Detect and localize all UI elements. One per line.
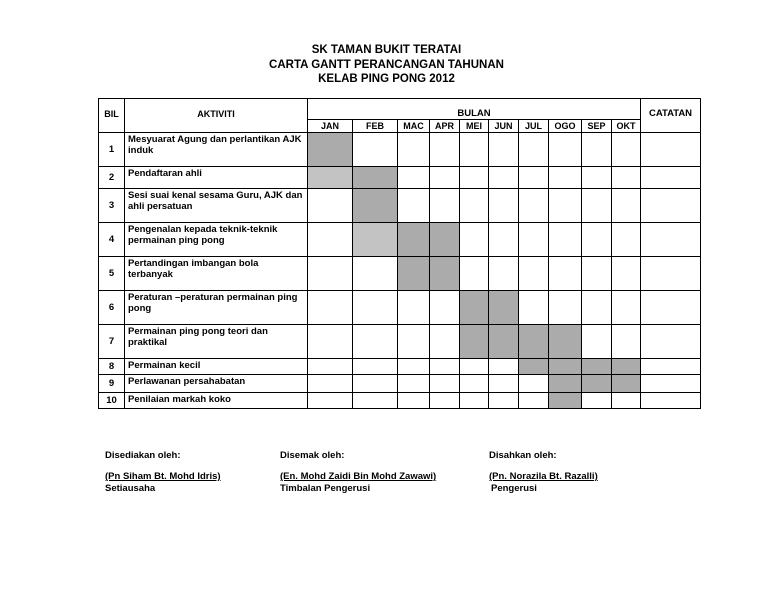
gantt-cell-mac-shaded — [398, 257, 430, 291]
row-number: 7 — [99, 325, 125, 359]
gantt-cell-jun-shaded — [489, 291, 519, 325]
signature-role: Timbalan Pengerusi — [280, 483, 371, 494]
catatan-cell — [641, 359, 701, 375]
signature-approved — [489, 450, 598, 495]
gantt-cell-jul — [519, 291, 549, 325]
gantt-cell-mac-shaded — [398, 223, 430, 257]
gantt-cell-apr — [430, 393, 460, 409]
catatan-cell — [641, 189, 701, 223]
gantt-cell-jun — [489, 167, 519, 189]
gantt-cell-okt-shaded — [612, 359, 641, 375]
signature-name: (Pn Siham Bt. Mohd Idris) — [105, 471, 221, 482]
signature-reviewed — [280, 450, 436, 495]
gantt-cell-jul — [519, 167, 549, 189]
gantt-cell-mei — [460, 375, 489, 393]
signature-name: (Pn. Norazila Bt. Razalli) — [489, 471, 598, 482]
row-number: 3 — [99, 189, 125, 223]
gantt-cell-ogo — [549, 167, 582, 189]
gantt-cell-okt — [612, 223, 641, 257]
gantt-cell-ogo — [549, 257, 582, 291]
gantt-cell-mac — [398, 375, 430, 393]
activity-name: Peraturan –peraturan permainan ping pong — [125, 291, 308, 325]
gantt-cell-sep — [582, 189, 612, 223]
gantt-cell-mei-shaded — [460, 325, 489, 359]
gantt-cell-jul — [519, 375, 549, 393]
gantt-cell-sep — [582, 257, 612, 291]
gantt-cell-jan — [308, 189, 353, 223]
gantt-cell-jun — [489, 133, 519, 167]
gantt-cell-feb — [353, 375, 398, 393]
gantt-cell-ogo-shaded — [549, 325, 582, 359]
row-number: 5 — [99, 257, 125, 291]
row-number: 2 — [99, 167, 125, 189]
gantt-cell-sep — [582, 167, 612, 189]
gantt-cell-mac — [398, 325, 430, 359]
activity-name: Penilaian markah koko — [125, 393, 308, 409]
header-row — [99, 99, 701, 120]
gantt-cell-jan-shaded — [308, 133, 353, 167]
gantt-cell-sep — [582, 291, 612, 325]
gantt-cell-mac — [398, 359, 430, 375]
gantt-cell-sep — [582, 393, 612, 409]
gantt-cell-apr — [430, 359, 460, 375]
gantt-cell-jul-shaded — [519, 359, 549, 375]
month-header-ogo: OGO — [549, 120, 582, 133]
row-number: 4 — [99, 223, 125, 257]
signature-label: Disediakan oleh: — [105, 450, 181, 461]
gantt-cell-feb — [353, 359, 398, 375]
gantt-cell-mac — [398, 189, 430, 223]
gantt-cell-jul — [519, 393, 549, 409]
gantt-cell-jul — [519, 133, 549, 167]
gantt-cell-apr — [430, 291, 460, 325]
document-header — [0, 43, 768, 87]
club-name: KELAB PING PONG 2012 — [318, 73, 455, 85]
gantt-cell-okt — [612, 133, 641, 167]
gantt-cell-okt — [612, 325, 641, 359]
gantt-cell-jun — [489, 257, 519, 291]
gantt-cell-mei — [460, 167, 489, 189]
gantt-cell-jun-shaded — [489, 325, 519, 359]
gantt-cell-jan — [308, 393, 353, 409]
gantt-cell-jan — [308, 375, 353, 393]
school-name: SK TAMAN BUKIT TERATAI — [311, 44, 462, 56]
catatan-cell — [641, 375, 701, 393]
catatan-cell — [641, 167, 701, 189]
gantt-cell-apr — [430, 189, 460, 223]
gantt-cell-ogo-shaded — [549, 359, 582, 375]
chart-title: CARTA GANTT PERANCANGAN TAHUNAN — [269, 58, 504, 71]
gantt-cell-jan — [308, 257, 353, 291]
row-number: 10 — [99, 393, 125, 409]
row-number: 9 — [99, 375, 125, 393]
catatan-cell — [641, 291, 701, 325]
gantt-cell-jan — [308, 223, 353, 257]
table-row — [99, 393, 701, 409]
gantt-cell-jul — [519, 257, 549, 291]
month-header-apr: APR — [430, 120, 460, 133]
gantt-cell-mei — [460, 133, 489, 167]
gantt-cell-okt — [612, 167, 641, 189]
catatan-cell — [641, 257, 701, 291]
gantt-table — [98, 98, 701, 409]
activity-name: Perlawanan persahabatan — [125, 375, 308, 393]
table-row — [99, 257, 701, 291]
gantt-cell-jun — [489, 393, 519, 409]
activity-name: Pertandingan imbangan bola terbanyak — [125, 257, 308, 291]
month-header-jun: JUN — [489, 120, 519, 133]
aktiviti-header: AKTIVITI — [125, 99, 308, 133]
activity-name: Sesi suai kenal sesama Guru, AJK dan ahli persatuan — [125, 189, 308, 223]
gantt-cell-apr-shaded — [430, 257, 460, 291]
row-number: 8 — [99, 359, 125, 375]
gantt-cell-jan — [308, 325, 353, 359]
month-header-jan: JAN — [308, 120, 353, 133]
gantt-cell-feb — [353, 393, 398, 409]
gantt-cell-feb — [353, 133, 398, 167]
activity-name: Mesyuarat Agung dan perlantikan AJK induk — [125, 133, 308, 167]
gantt-cell-ogo-shaded — [549, 375, 582, 393]
gantt-cell-mac — [398, 167, 430, 189]
gantt-cell-sep — [582, 133, 612, 167]
gantt-cell-apr — [430, 375, 460, 393]
gantt-cell-jul — [519, 189, 549, 223]
gantt-cell-okt — [612, 257, 641, 291]
activity-name: Pendaftaran ahli — [125, 167, 308, 189]
gantt-cell-feb — [353, 291, 398, 325]
gantt-cell-sep-shaded — [582, 375, 612, 393]
row-number: 6 — [99, 291, 125, 325]
table-row — [99, 375, 701, 393]
gantt-cell-mei — [460, 393, 489, 409]
row-number: 1 — [99, 133, 125, 167]
activity-name: Pengenalan kepada teknik-teknik permainan ping pong — [125, 223, 308, 257]
gantt-cell-feb-shaded — [353, 189, 398, 223]
gantt-cell-sep — [582, 223, 612, 257]
bil-header: BIL — [99, 99, 125, 133]
catatan-cell — [641, 223, 701, 257]
catatan-header: CATATAN — [641, 99, 701, 133]
gantt-cell-jan — [308, 291, 353, 325]
gantt-cell-apr — [430, 167, 460, 189]
gantt-cell-jun — [489, 375, 519, 393]
gantt-cell-okt-shaded — [612, 375, 641, 393]
gantt-cell-mei-shaded — [460, 291, 489, 325]
catatan-cell — [641, 325, 701, 359]
gantt-cell-mac — [398, 291, 430, 325]
signature-role: Setiausaha — [105, 483, 156, 494]
gantt-cell-ogo-shaded — [549, 393, 582, 409]
month-header-jul: JUL — [519, 120, 549, 133]
month-header-feb: FEB — [353, 120, 398, 133]
gantt-cell-jul-shaded — [519, 325, 549, 359]
gantt-cell-jun — [489, 223, 519, 257]
gantt-cell-jun — [489, 189, 519, 223]
table-row — [99, 325, 701, 359]
gantt-cell-okt — [612, 189, 641, 223]
gantt-cell-mei — [460, 359, 489, 375]
signature-label: Disahkan oleh: — [489, 450, 557, 461]
signature-label: Disemak oleh: — [280, 450, 345, 461]
gantt-cell-apr — [430, 325, 460, 359]
month-header-mac: MAC — [398, 120, 430, 133]
month-header-sep: SEP — [582, 120, 612, 133]
gantt-cell-jan — [308, 359, 353, 375]
gantt-cell-ogo — [549, 133, 582, 167]
activity-name: Permainan kecil — [125, 359, 308, 375]
gantt-cell-okt — [612, 393, 641, 409]
catatan-cell — [641, 393, 701, 409]
gantt-cell-ogo — [549, 223, 582, 257]
gantt-cell-mei — [460, 189, 489, 223]
gantt-cell-ogo — [549, 189, 582, 223]
gantt-cell-jul — [519, 223, 549, 257]
gantt-cell-okt — [612, 291, 641, 325]
activity-name: Permainan ping pong teori dan praktikal — [125, 325, 308, 359]
gantt-cell-sep-shaded — [582, 359, 612, 375]
gantt-cell-apr-shaded — [430, 223, 460, 257]
gantt-cell-jan-shaded — [308, 167, 353, 189]
catatan-cell — [641, 133, 701, 167]
bulan-header: BULAN — [308, 99, 641, 120]
table-row — [99, 223, 701, 257]
gantt-cell-feb-shaded — [353, 223, 398, 257]
gantt-cell-apr — [430, 133, 460, 167]
table-row — [99, 189, 701, 223]
table-row — [99, 359, 701, 375]
signature-role: Pengerusi — [491, 483, 537, 494]
signature-prepared — [105, 450, 221, 495]
table-row — [99, 167, 701, 189]
gantt-cell-mac — [398, 393, 430, 409]
table-row — [99, 291, 701, 325]
table-row — [99, 133, 701, 167]
gantt-cell-sep — [582, 325, 612, 359]
gantt-cell-ogo — [549, 291, 582, 325]
gantt-cell-feb — [353, 257, 398, 291]
month-header-okt: OKT — [612, 120, 641, 133]
gantt-cell-feb — [353, 325, 398, 359]
gantt-cell-jun — [489, 359, 519, 375]
signature-name: (En. Mohd Zaidi Bin Mohd Zawawi) — [280, 471, 437, 482]
gantt-cell-feb-shaded — [353, 167, 398, 189]
gantt-cell-mei — [460, 257, 489, 291]
month-header-mei: MEI — [460, 120, 489, 133]
gantt-cell-mei — [460, 223, 489, 257]
gantt-cell-mac — [398, 133, 430, 167]
